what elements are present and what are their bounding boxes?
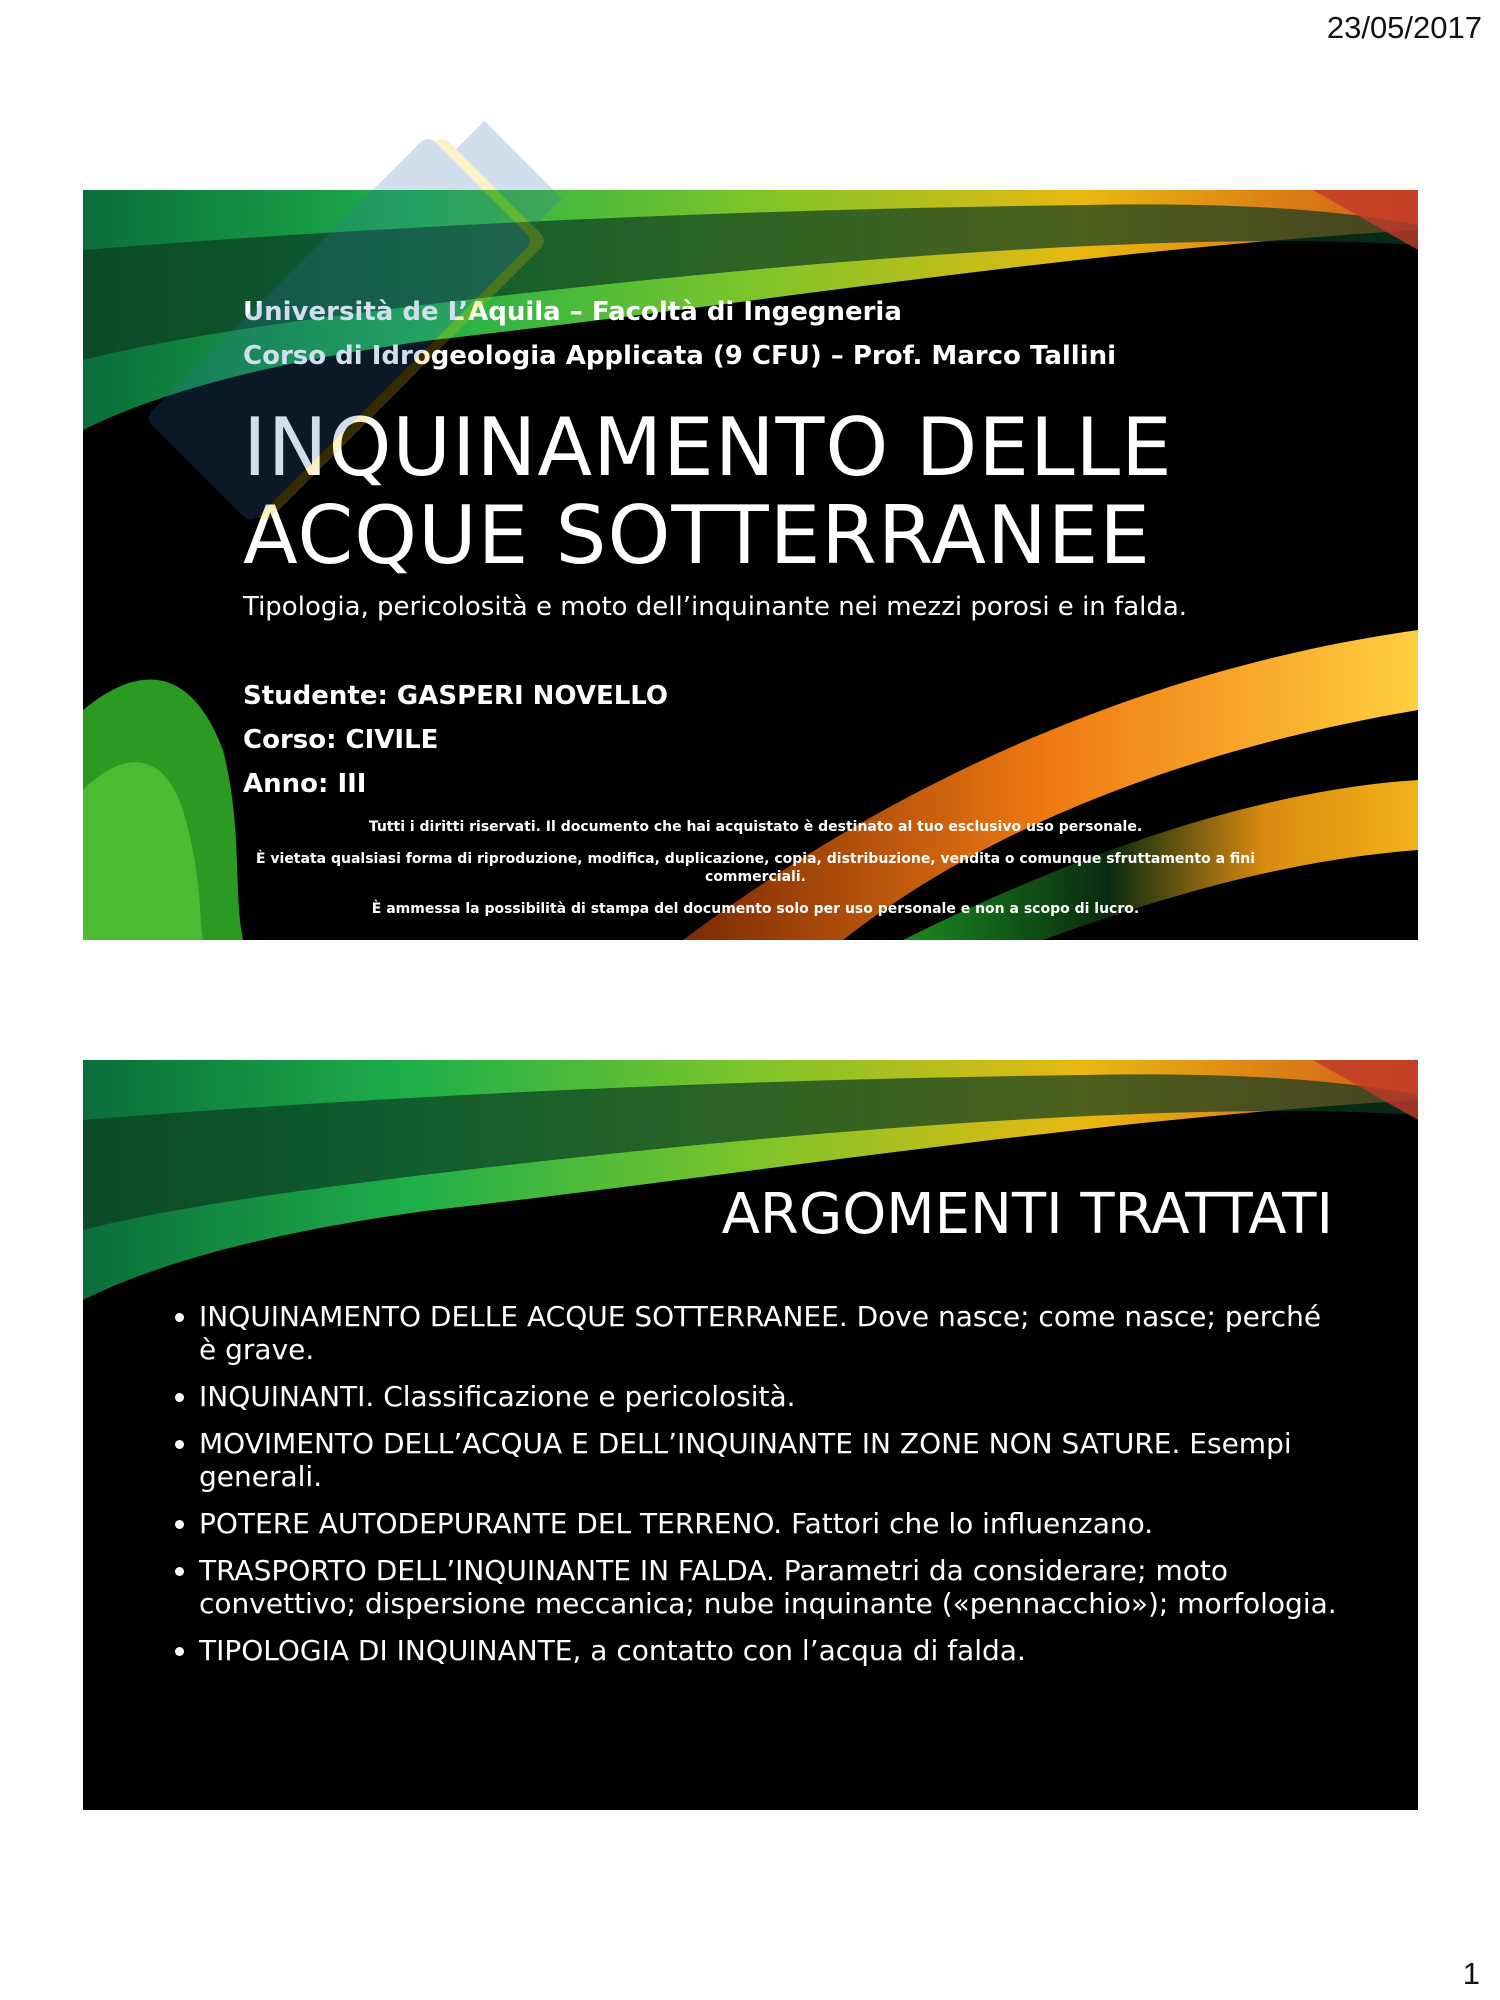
slide-title (243, 401, 1318, 582)
topics-list (163, 1300, 1338, 1681)
list-item: • INQUINAMENTO DELLE ACQUE SOTTERRANEE. Dove nasce; come nasce; perché è grave. (199, 1300, 1338, 1366)
list-item: • MOVIMENTO DELL’ACQUA E DELL’INQUINANTE IN ZONE NON SATURE. Esempi generali. (199, 1427, 1338, 1493)
rights-notice (233, 818, 1278, 932)
institution-line: Università de L’Aquila – Facoltà di Ingegneria (243, 297, 902, 327)
student-info (243, 674, 1318, 806)
title-line-2: ACQUE SOTTERRANEE (243, 489, 1151, 582)
list-item: • TIPOLOGIA DI INQUINANTE, a contatto con l’acqua di falda. (199, 1634, 1338, 1667)
title-line-1: INQUINAMENTO DELLE (243, 401, 1173, 494)
rights-line: È vietata qualsiasi forma di riproduzione, modifica, duplicazione, copia, distribuzione, vendita o comunque sfruttamento a fini commerciali. (255, 851, 1256, 885)
rights-line: Tutti i diritti riservati. Il documento che hai acquistato è destinato al tuo esclusivo uso personale. (368, 819, 1143, 835)
list-item: • INQUINANTI. Classificazione e pericolosità. (199, 1380, 1338, 1413)
topics-slide (83, 1060, 1418, 1810)
list-item: • POTERE AUTODEPURANTE DEL TERRENO. Fattori che lo influenzano. (199, 1507, 1338, 1540)
slide-subtitle: Tipologia, pericolosità e moto dell’inquinante nei mezzi porosi e in falda. (243, 592, 1188, 622)
title-slide (83, 190, 1418, 940)
page-number: 1 (1462, 1956, 1480, 1991)
student-course: Corso: CIVILE (243, 725, 439, 755)
list-item: • TRASPORTO DELL’INQUINANTE IN FALDA. Parametri da considerare; moto convettivo; dispersione meccanica; nube inquinante («pennacchio»); morfologia. (199, 1554, 1338, 1620)
student-year: Anno: III (243, 769, 367, 799)
slide-title: ARGOMENTI TRATTATI (721, 1182, 1333, 1247)
page-date: 23/05/2017 (1326, 10, 1482, 45)
course-line: Corso di Idrogeologia Applicata (9 CFU) – Prof. Marco Tallini (243, 341, 1117, 371)
rights-line: È ammessa la possibilità di stampa del documento solo per uso personale e non a scopo di lucro. (371, 901, 1140, 917)
student-name: Studente: GASPERI NOVELLO (243, 681, 669, 711)
